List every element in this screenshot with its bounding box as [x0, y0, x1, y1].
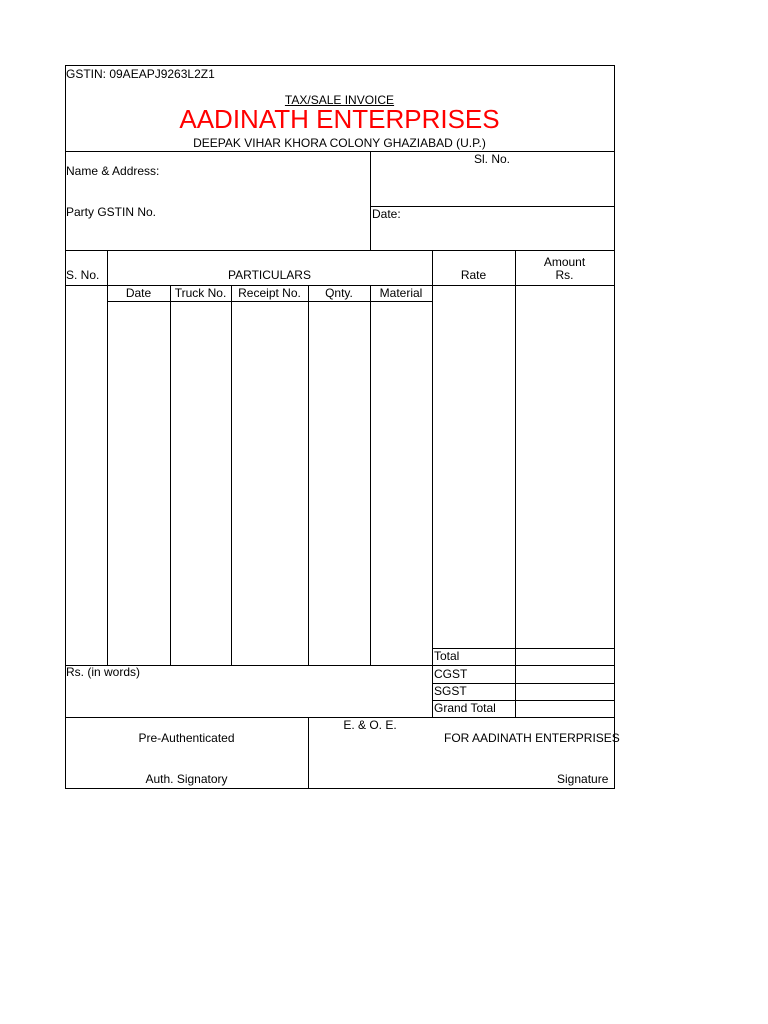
gstin-text: GSTIN: 09AEAPJ9263L2Z1	[66, 67, 215, 81]
col-line-rate	[432, 250, 433, 717]
company-address: DEEPAK VIHAR KHORA COLONY GHAZIABAD (U.P.)	[193, 136, 486, 150]
for-company-text: FOR AADINATH ENTERPRISES	[444, 731, 620, 745]
sub-receipt-header: Receipt No.	[238, 286, 301, 300]
party-gstin-label: Party GSTIN No.	[66, 205, 157, 219]
border-bottom	[65, 788, 614, 789]
col-line-material	[370, 285, 371, 665]
signature-text: Signature	[557, 772, 609, 786]
col-line-receipt	[231, 285, 232, 665]
sub-material-header: Material	[379, 286, 423, 300]
rs-in-words-label: Rs. (in words)	[66, 665, 141, 679]
doc-type-title: TAX/SALE INVOICE	[284, 93, 395, 107]
sub-date-header: Date	[125, 286, 152, 300]
border-right	[614, 65, 615, 789]
cgst-label: CGST	[434, 667, 468, 681]
col-amount-unit: Rs.	[555, 268, 574, 282]
divider-party-vertical	[370, 151, 371, 251]
col-amount-header: Amount	[543, 255, 586, 269]
divider-sl-date	[370, 206, 614, 207]
col-line-qnty	[308, 285, 309, 665]
sl-no-label: Sl. No.	[474, 152, 511, 166]
sub-truck-header: Truck No.	[174, 286, 227, 300]
divider-party-bottom	[65, 250, 614, 251]
pre-authenticated-text: Pre-Authenticated	[138, 731, 235, 745]
sgst-label: SGST	[434, 684, 467, 698]
divider-header	[65, 151, 614, 152]
eoe-text: E. & O. E.	[343, 718, 397, 732]
grand-total-label: Grand Total	[434, 701, 496, 715]
col-line-particulars	[107, 250, 108, 665]
col-line-truck	[170, 285, 171, 665]
col-particulars-header: PARTICULARS	[228, 268, 311, 282]
company-name: AADINATH ENTERPRISES	[179, 104, 500, 134]
col-line-amount	[515, 250, 516, 717]
border-top	[65, 65, 614, 66]
divider-subheader	[107, 301, 432, 302]
divider-cgst-top	[432, 665, 614, 666]
col-rate-header: Rate	[460, 268, 487, 282]
date-label: Date:	[372, 207, 401, 221]
col-sno-header: S. No.	[66, 268, 100, 282]
name-address-label: Name & Address:	[66, 164, 160, 178]
sub-qnty-header: Qnty.	[325, 286, 353, 300]
total-label: Total	[434, 649, 460, 663]
auth-signatory-text: Auth. Signatory	[145, 772, 228, 786]
